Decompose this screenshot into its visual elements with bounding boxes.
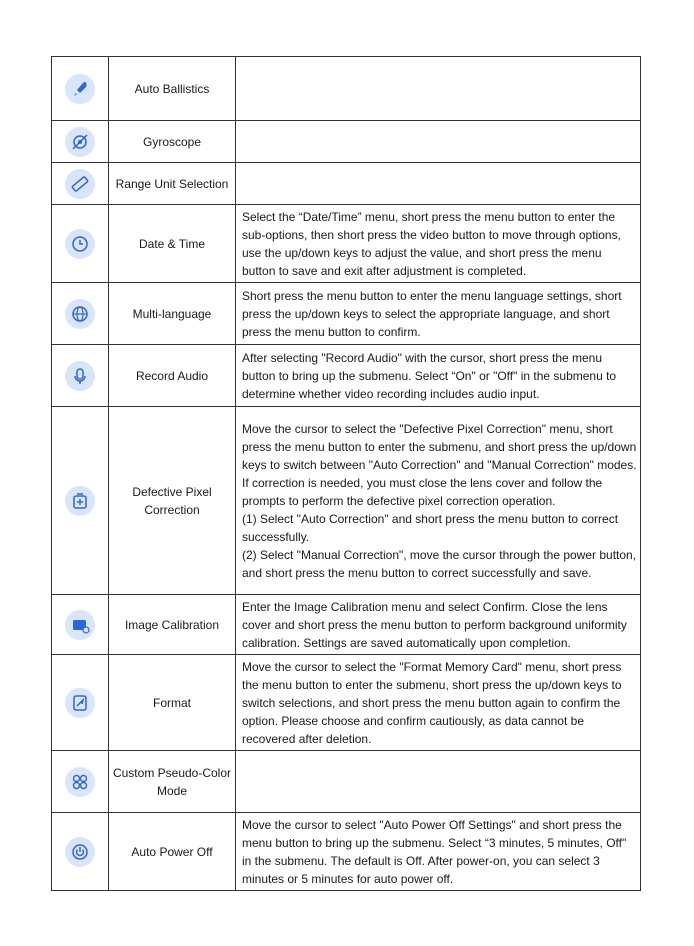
table-row (52, 407, 641, 595)
power-icon (65, 837, 95, 867)
table-row (52, 57, 641, 121)
icon-cell (52, 205, 109, 283)
setting-description (236, 57, 641, 121)
icon-cell (52, 121, 109, 163)
setting-name: Record Audio (109, 345, 236, 407)
table-row (52, 163, 641, 205)
setting-name: Gyroscope (109, 121, 236, 163)
setting-description: Select the “Date/Time” menu, short press the menu button to enter the sub-options, then short press the video button to move through options, use the up/down keys to adjust the value, and short press the menu button to save and exit after adjustment is completed. (236, 205, 641, 283)
icon-cell (52, 751, 109, 813)
setting-description: Move the cursor to select the "Format Memory Card" menu, short press the menu button to enter the submenu, short press the up/down keys to switch selections, and short press the menu button again to confirm the option. Please choose and confirm cautiously, as data cannot be recovered after deletion. (236, 655, 641, 751)
table-row (52, 345, 641, 407)
setting-description (236, 121, 641, 163)
setting-description: After selecting "Record Audio" with the cursor, short press the menu button to bring up the submenu. Select “On" or "Off" in the submenu to determine whether video recording includes audio input. (236, 345, 641, 407)
table-row (52, 283, 641, 345)
palette-icon (65, 767, 95, 797)
setting-name: Auto Power Off (109, 813, 236, 891)
setting-description: Short press the menu button to enter the menu language settings, short press the up/down keys to select the appropriate language, and short press the menu button to confirm. (236, 283, 641, 345)
microphone-icon (65, 361, 95, 391)
setting-name: Format (109, 655, 236, 751)
pixel-correction-icon (65, 486, 95, 516)
settings-table (51, 56, 641, 891)
icon-cell (52, 283, 109, 345)
icon-cell (52, 655, 109, 751)
icon-cell (52, 345, 109, 407)
table-row (52, 751, 641, 813)
setting-description (236, 751, 641, 813)
icon-cell (52, 813, 109, 891)
table-row (52, 595, 641, 655)
table-row (52, 655, 641, 751)
setting-description (236, 163, 641, 205)
setting-name: Date & Time (109, 205, 236, 283)
icon-cell (52, 163, 109, 205)
table-row (52, 813, 641, 891)
icon-cell (52, 57, 109, 121)
setting-description: Enter the Image Calibration menu and select Confirm. Close the lens cover and short press the menu button to perform background uniformity calibration. Settings are saved automatically upon completion. (236, 595, 641, 655)
setting-description: Move the cursor to select the "Defective Pixel Correction" menu, short press the menu button to enter the submenu, and short press the up/down keys to switch between "Auto Correction" and "Manual Correction" modes. If correction is needed, you must close the lens cover and follow the prompts to perform the defective pixel correction operation. (1) Select "Auto Correction" and short press the menu button to correct successfully. (2) Select "Manual Correction", move the cursor through the power button, and short press the menu button to correct successfully and save. (236, 407, 641, 595)
setting-name: Defective Pixel Correction (109, 407, 236, 595)
setting-name: Multi-language (109, 283, 236, 345)
ruler-icon (65, 169, 95, 199)
clock-icon (65, 229, 95, 259)
globe-icon (65, 299, 95, 329)
icon-cell (52, 407, 109, 595)
gyroscope-icon (65, 127, 95, 157)
setting-name: Image Calibration (109, 595, 236, 655)
icon-cell (52, 595, 109, 655)
table-row (52, 121, 641, 163)
image-calibration-icon (65, 610, 95, 640)
rocket-icon (65, 74, 95, 104)
setting-name: Range Unit Selection (109, 163, 236, 205)
table-row (52, 205, 641, 283)
setting-name: Auto Ballistics (109, 57, 236, 121)
format-icon (65, 688, 95, 718)
setting-name: Custom Pseudo-Color Mode (109, 751, 236, 813)
setting-description: Move the cursor to select "Auto Power Off Settings" and short press the menu button to bring up the submenu. Select “3 minutes, 5 minutes, Off" in the submenu. The default is Off. After power-on, you can select 3 minutes or 5 minutes for auto power off. (236, 813, 641, 891)
